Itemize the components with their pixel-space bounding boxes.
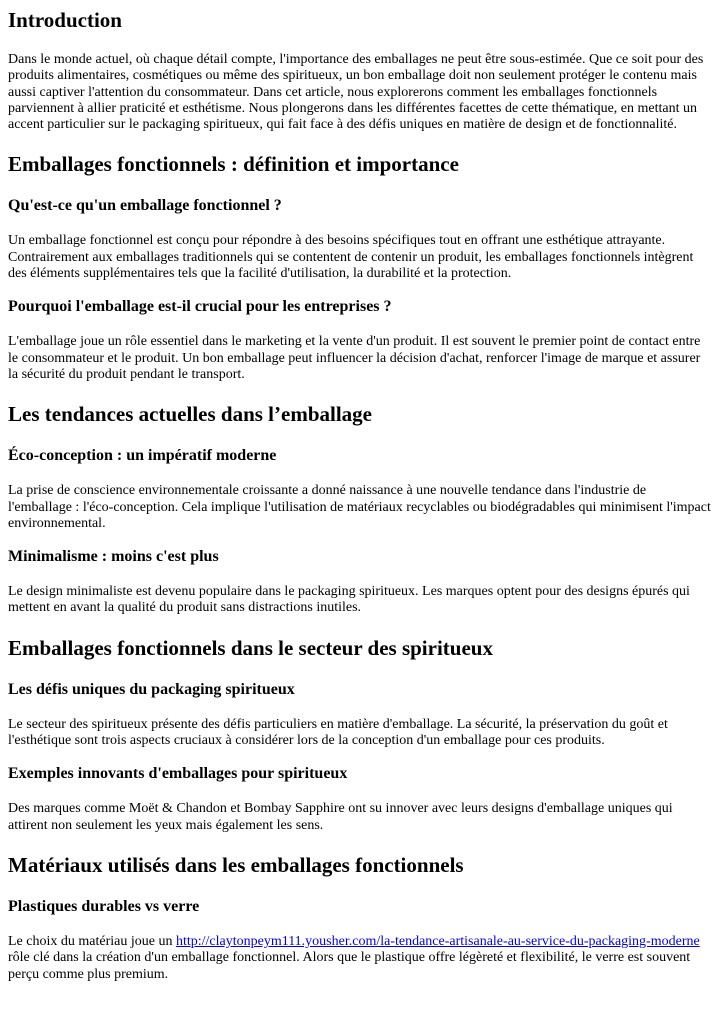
paragraph-minimalism: Le design minimaliste est devenu populaire dans le packaging spiritueux. Les marques optent pour des designs épurés qui mettent en avant la qualité du produit sans distractions inutiles. (8, 584, 690, 616)
article (0, 7, 720, 983)
paragraph-what-is-functional: Un emballage fonctionnel est conçu pour répondre à des besoins spécifiques tout en offrant une esthétique attrayante. Contrairement aux emballages traditionnels qui se contentent de contenir un produit, les emballages fonctionnels intègrent des éléments supplémentaires tels que la facilité d'utilisation, la durabilité et la protection. (8, 233, 694, 282)
paragraph-eco-design: La prise de conscience environnementale croissante a donné naissance à une nouvelle tendance dans l'industrie de l'emballage : l'éco-conception. Cela implique l'utilisation de matériaux recyclables ou biodégradables qui minimisent l'impact environnemental. (8, 483, 711, 531)
paragraph-plastics-vs-glass (8, 934, 712, 983)
heading-introduction: Introduction (8, 8, 122, 32)
heading-current-trends: Les tendances actuelles dans l’emballage (8, 402, 372, 427)
paragraph-introduction: Dans le monde actuel, où chaque détail compte, l'importance des emballages ne peut être sous-estimée. Que ce soit pour des produits alimentaires, cosmétiques ou même des spiritueux, un bon emballage doit non seulement protéger le contenu mais aussi captiver l'attention du consommateur. Dans cet article, nous explorerons comment les emballages fonctionnels parviennent à allier praticité et esthétisme. Nous plongerons dans les différentes facettes de cette thématique, en mettant un accent particulier sur le packaging spiritueux, qui fait face à des défis uniques en matière de design et de fonctionnalité. (8, 52, 704, 133)
paragraph-text-after-link: rôle clé dans la création d'un emballage fonctionnel. Alors que le plastique offre légèreté et flexibilité, le verre est souvent perçu comme plus premium. (8, 950, 691, 982)
subheading-plastics-vs-glass: Plastiques durables vs verre (8, 897, 200, 915)
subheading-innovative-examples: Exemples innovants d'emballages pour spiritueux (8, 765, 348, 783)
subheading-minimalism: Minimalisme : moins c'est plus (8, 548, 219, 566)
subheading-eco-design: Éco-conception : un impératif moderne (8, 447, 277, 465)
paragraph-innovative-examples: Des marques comme Moët & Chandon et Bombay Sapphire ont su innover avec leurs designs d'emballage uniques qui attirent non seulement les yeux mais également les sens. (8, 801, 673, 833)
paragraph-why-crucial: L'emballage joue un rôle essentiel dans le marketing et la vente d'un produit. Il est souvent le premier point de contact entre le consommateur et le produit. Un bon emballage peut influencer la décision d'achat, renforcer l'image de marque et assurer la sécurité du produit pendant le transport. (8, 334, 701, 382)
subheading-unique-challenges: Les défis uniques du packaging spiritueux (8, 680, 295, 698)
subheading-why-crucial: Pourquoi l'emballage est-il crucial pour les entreprises ? (8, 298, 392, 316)
paragraph-unique-challenges: Le secteur des spiritueux présente des défis particuliers en matière d'emballage. La sécurité, la préservation du goût et l'esthétique sont trois aspects cruciaux à considérer lors de la conception d'un emballage pour ces produits. (8, 716, 668, 749)
heading-spirits-sector: Emballages fonctionnels dans le secteur des spiritueux (8, 635, 493, 660)
heading-functional-packaging: Emballages fonctionnels : définition et importance (8, 152, 459, 177)
article-link[interactable]: http://claytonpeym111.yousher.com/la-tendance-artisanale-au-service-du-packaging-moderne (175, 933, 700, 949)
paragraph-text-before-link: Le choix du matériau joue un (8, 933, 176, 949)
subheading-what-is-functional: Qu'est-ce qu'un emballage fonctionnel ? (8, 197, 282, 215)
heading-materials: Matériaux utilisés dans les emballages fonctionnels (8, 852, 464, 877)
